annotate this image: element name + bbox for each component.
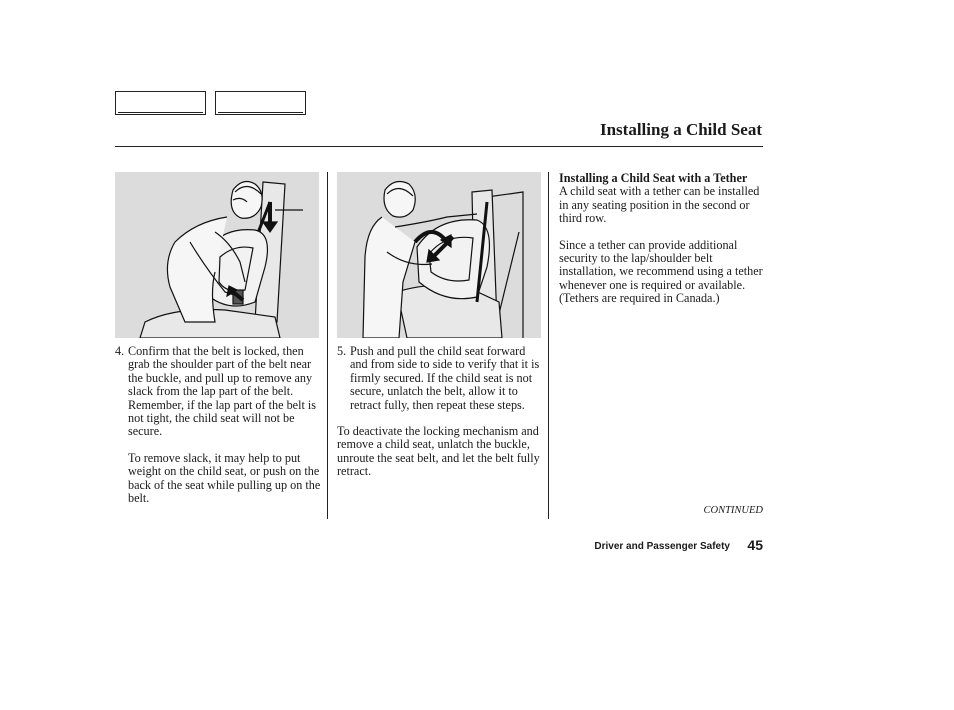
step-number: 4. [115,344,125,358]
step-5 [337,345,541,412]
column-1 [115,345,321,505]
column-3 [559,172,763,306]
column-divider [548,172,549,519]
section-heading: Installing a Child Seat with a Tether [559,171,748,185]
section-name: Driver and Passenger Safety [594,541,730,552]
column-2 [337,345,541,479]
step-text: Push and pull the child seat forward and from side to side to verify that it is firmly secured. If the child seat is not secure, unlatch the belt, allow it to retract fully, then repeat these steps. [350,344,540,412]
page-footer [580,537,763,556]
column-divider [327,172,328,519]
step-4 [115,345,321,439]
continued-label: CONTINUED [703,505,763,516]
nav-tab-2[interactable] [215,91,306,115]
body-paragraph: Since a tether can provide additional security to the lap/shoulder belt installation, we recommend using a tether whenever one is required or available. (Tethers are required in Canada.) [559,237,763,306]
illustration-belt-tighten [115,172,319,338]
nav-tab-1[interactable] [115,91,206,115]
body-paragraph: To deactivate the locking mechanism and remove a child seat, unlatch the buckle, unroute the seat belt, and let the belt fully retract. [337,424,540,479]
body-paragraph: To remove slack, it may help to put weight on the child seat, or push on the back of the seat while pulling up on the belt. [128,450,321,506]
step-number: 5. [337,344,347,358]
page-title: Installing a Child Seat [599,120,762,139]
illustration-seat-check [337,172,541,338]
page-number: 45 [747,537,763,553]
title-rule [115,146,763,147]
step-text: Confirm that the belt is locked, then grab the shoulder part of the belt near the buckle, and pull up to remove any slack from the lap part of the belt. Remember, if the lap part of the belt is not tight, the child seat will not be secure. [128,344,317,439]
body-paragraph: A child seat with a tether can be installed in any seating position in the second or third row. [559,184,760,226]
